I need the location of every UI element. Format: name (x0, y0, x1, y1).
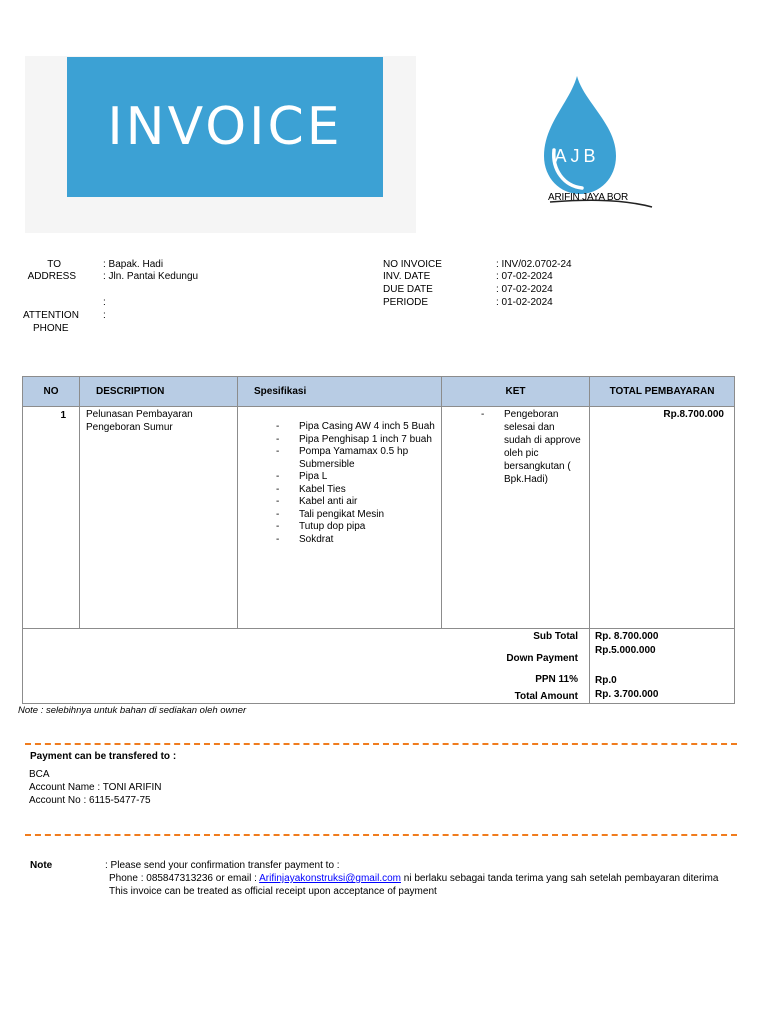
invoice-no-label: NO INVOICE (383, 259, 442, 270)
col-divider (441, 406, 442, 628)
col-divider (237, 406, 238, 628)
dashed-separator (25, 743, 737, 745)
header-ket: KET (442, 377, 590, 406)
invoice-banner (67, 57, 383, 197)
spesifikasi-list (276, 421, 436, 546)
account-number: Account No : 6115-5477-75 (29, 795, 151, 806)
account-name: Account Name : TONI ARIFIN (29, 782, 162, 793)
spesifikasi-item: - Pipa L (276, 471, 436, 484)
ket-bullet: - (481, 409, 485, 420)
footer-note-line1: : Please send your confirmation transfer payment to : (105, 860, 340, 871)
extra-colon: : (103, 297, 106, 308)
due-date-value: : 07-02-2024 (496, 284, 553, 295)
logo-initials: AJB (554, 146, 600, 166)
payment-heading: Payment can be transfered to : (30, 751, 177, 762)
footer-note-line2 (109, 873, 718, 884)
attention-label: ATTENTION (23, 310, 79, 321)
spesifikasi-item: - Tali pengikat Mesin (276, 509, 436, 522)
down-payment-value: Rp.5.000.000 (595, 645, 656, 656)
invoice-date-label: INV. DATE (383, 271, 431, 282)
down-payment-label: Down Payment (506, 653, 578, 664)
total-amount-label: Total Amount (514, 691, 578, 702)
phone-label: PHONE (33, 323, 69, 334)
logo-company-name: ARIFIN JAYA BOR (548, 192, 628, 203)
period-value: : 01-02-2024 (496, 297, 553, 308)
body-divider (23, 628, 734, 629)
spesifikasi-item: - Kabel anti air (276, 496, 436, 509)
attention-value: : (103, 310, 106, 321)
spesifikasi-item: - Sokdrat (276, 534, 436, 547)
row-total: Rp.8.700.000 (663, 409, 724, 420)
to-value: : Bapak. Hadi (103, 259, 164, 270)
email-link[interactable]: Arifinjayakonstruksi@gmail.com (259, 873, 401, 884)
to-label: TO (47, 259, 61, 270)
invoice-table (22, 376, 735, 704)
address-value: : Jln. Pantai Kedungu (103, 271, 199, 282)
phone-text: Phone : 085847313236 or email : (109, 873, 260, 884)
invoice-title: INVOICE (107, 97, 343, 157)
total-amount-value: Rp. 3.700.000 (595, 689, 659, 700)
dashed-separator (25, 834, 737, 836)
spesifikasi-item: - Tutup dop pipa (276, 521, 436, 534)
period-label: PERIODE (383, 297, 429, 308)
spesifikasi-item: - Pipa Penghisap 1 inch 7 buah (276, 434, 436, 447)
header-divider (23, 406, 734, 407)
ppn-label: PPN 11% (535, 674, 578, 685)
subtotal-value: Rp. 8.700.000 (595, 631, 659, 642)
bank-name: BCA (29, 769, 50, 780)
spesifikasi-item: - Kabel Ties (276, 484, 436, 497)
header-description: DESCRIPTION (80, 377, 238, 406)
row-no: 1 (60, 410, 66, 421)
row-spesifikasi (276, 421, 436, 546)
due-date-label: DUE DATE (383, 284, 433, 295)
invoice-date-value: : 07-02-2024 (496, 271, 553, 282)
footer-note-label: Note (30, 860, 53, 871)
header-total: TOTAL PEMBAYARAN (590, 377, 734, 406)
footer-note-line3: This invoice can be treated as official receipt upon acceptance of payment (109, 886, 437, 897)
header-no: NO (23, 377, 80, 406)
receipt-text: ni berlaku sebagai tanda terima yang sah setelah pembayaran diterima (401, 873, 719, 884)
col-divider (589, 406, 590, 703)
ppn-value: Rp.0 (595, 675, 617, 686)
row-description: Pelunasan Pembayaran Pengeboran Sumur (86, 409, 193, 433)
italic-note: Note : selebihnya untuk bahan di sediakan oleh owner (18, 705, 247, 716)
row-ket: Pengeboran selesai dan sudah di approve oleh pic bersangkutan ( Bpk.Hadi) (504, 409, 581, 485)
spesifikasi-item: - Pipa Casing AW 4 inch 5 Buah (276, 421, 436, 434)
invoice-no-value: : INV/02.0702-24 (496, 259, 572, 270)
header-spesifikasi: Spesifikasi (238, 377, 442, 406)
spesifikasi-item: - Pompa Yamamax 0.5 hp Submersible (276, 446, 436, 471)
col-divider (79, 406, 80, 628)
address-label: ADDRESS (27, 271, 76, 282)
subtotal-label: Sub Total (533, 631, 578, 642)
